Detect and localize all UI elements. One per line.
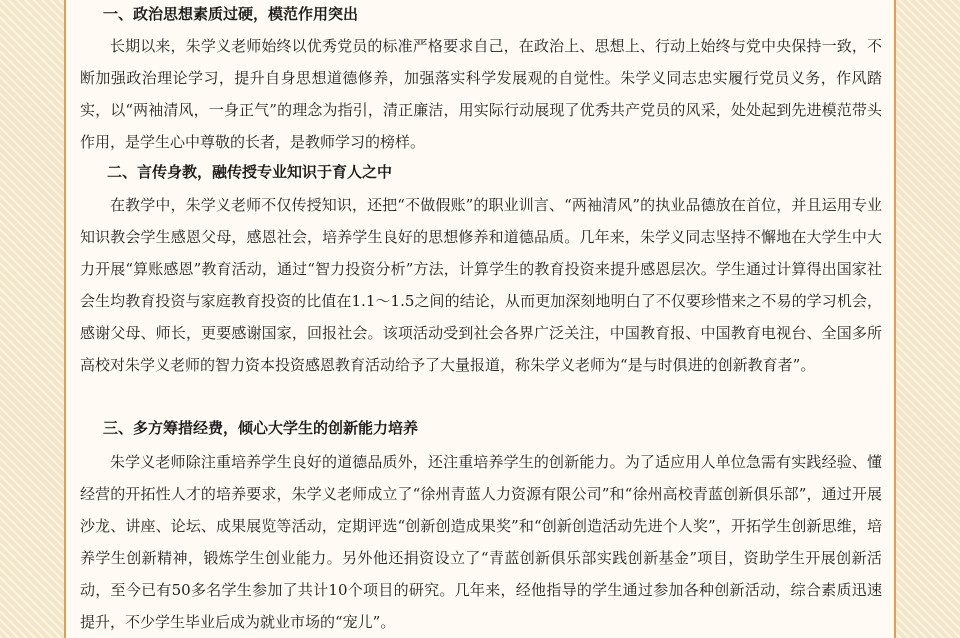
section-2-body: 在教学中，朱学义老师不仅传授知识，还把“不做假账”的职业训言、“两袖清风”的执业品德放在首位，并且运用专业知识教会学生感恩父母，感恩社会，培养学生良好的思想修养和道德品质。几年来，朱学义同志坚持不懈地在大学生中大力开展“算账感恩”教育活动，通过“智力投资分析”方法，计算学生的教育投资来提升感恩层次。学生通过计算得出国家社会生均教育投资与家庭教育投资的比值在1.1～1.5之间的结论，从而更加深刻地明白了不仅要珍惜来之不易的学习机会，感谢父母、师长，更要感谢国家，回报社会。该项活动受到社会各界广泛关注，中国教育报、中国教育电视台、全国多所高校对朱学义老师的智力资本投资感恩教育活动给予了大量报道，称朱学义老师为“是与时俱进的创新教育者”。 xyxy=(80,196,882,374)
section-1-body: 长期以来，朱学义老师始终以优秀党员的标准严格要求自己，在政治上、思想上、行动上始终与党中央保持一致，不断加强政治理论学习，提升自身思想道德修养，加强落实科学发展观的自觉性。朱学义同志忠实履行党员义务，作风踏实，以“两袖清风，一身正气”的理念为指引，清正廉洁，用实际行动展现了优秀共产党员的风采，处处起到先进模范带头作用，是学生心中尊敬的长者，是教师学习的榜样。 xyxy=(80,37,882,151)
section-3-heading: 三、多方筹措经费，倾心大学生的创新能力培养 xyxy=(103,419,419,437)
section-1-heading: 一、政治思想素质过硬，模范作用突出 xyxy=(103,5,359,23)
article-column xyxy=(64,0,896,638)
section-3-body: 朱学义老师除注重培养学生良好的道德品质外，还注重培养学生的创新能力。为了适应用人单位急需有实践经验、懂经营的开拓性人才的培养要求，朱学义老师成立了“徐州青蓝人力资源有限公司”和“徐州高校青蓝创新俱乐部”，通过开展沙龙、讲座、论坛、成果展览等活动，定期评选“创新创造成果奖”和“创新创造活动先进个人奖”，开拓学生创新思维，培养学生创新精神，锻炼学生创业能力。另外他还捐资设立了“青蓝创新俱乐部实践创新基金”项目，资助学生开展创新活动，至今已有50多名学生参加了共计10个项目的研究。几年来，经他指导的学生通过参加各种创新活动，综合素质迅速提升，不少学生毕业后成为就业市场的“宠儿”。 xyxy=(80,453,882,631)
section-2-heading: 二、言传身教，融传授专业知识于育人之中 xyxy=(107,163,393,181)
